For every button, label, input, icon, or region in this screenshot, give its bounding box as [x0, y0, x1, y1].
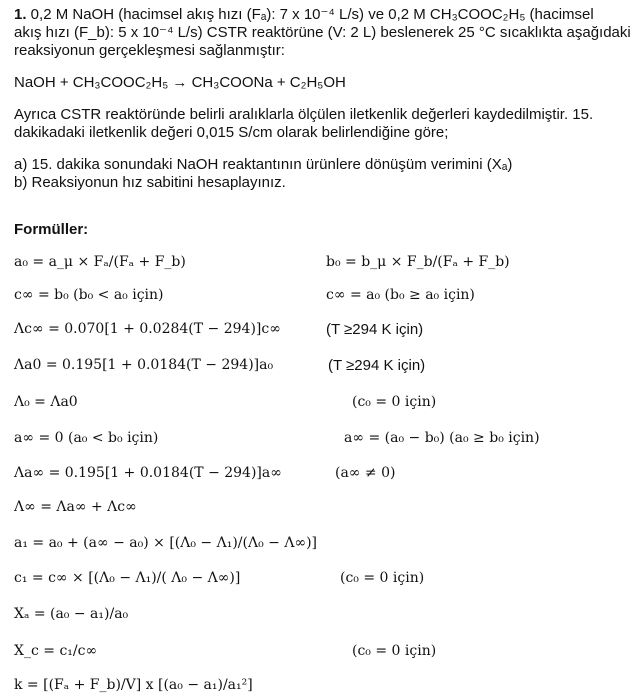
formula-lambda-a-inf: Λa∞ = 0.195[1 + 0.0184(T − 294)]a∞ — [14, 465, 282, 481]
formula-b0: b₀ = b_μ × F_b/(Fₐ + F_b) — [326, 254, 510, 270]
formula-lambda-c-inf: Λc∞ = 0.070[1 + 0.0284(T − 294)]c∞ — [14, 321, 281, 337]
condition-c0-3: (c₀ = 0 için) — [352, 643, 437, 659]
condition-temp-2: (T ≥294 K için) — [328, 357, 426, 374]
condition-c0-2: (c₀ = 0 için) — [340, 570, 425, 586]
formulas-title: Formüller: — [14, 221, 89, 238]
question-a: a) 15. dakika sonundaki NaOH reaktantının ürünlere dönüşüm verimini (Xₐ) — [14, 156, 513, 173]
formula-a-inf-left: a∞ = 0 (a₀ < b₀ için) — [14, 430, 159, 446]
formula-xc: X_c = c₁/c∞ — [14, 643, 98, 659]
paragraph-line-1: Ayrıca CSTR reaktöründe belirli aralıklarla ölçülen iletkenlik değerleri kaydedilmiştir. 15. — [14, 106, 594, 123]
formula-a1: a₁ = a₀ + (a∞ − a₀) × [(Λ₀ − Λ₁)/(Λ₀ − Λ∞)] — [14, 535, 318, 551]
problem-statement — [14, 6, 634, 192]
formula-lambda-a0: Λa0 = 0.195[1 + 0.0184(T − 294)]a₀ — [14, 357, 274, 373]
formula-lambda-0: Λ₀ = Λa0 — [14, 394, 78, 410]
question-b: b) Reaksiyonun hız sabitini hesaplayınız. — [14, 174, 286, 191]
formula-c1: c₁ = c∞ × [(Λ₀ − Λ₁)/( Λ₀ − Λ∞)] — [14, 570, 241, 586]
formula-c-inf-left: c∞ = b₀ (b₀ < a₀ için) — [14, 287, 164, 303]
formula-xa: Xₐ = (a₀ − a₁)/a₀ — [14, 606, 129, 622]
problem-line-2: akış hızı (F_b): 5 x 10⁻⁴ L/s) CSTR reaktörüne (V: 2 L) beslenerek 25 °C sıcaklıkta aşağıdaki — [14, 24, 631, 41]
condition-c0-1: (c₀ = 0 için) — [352, 394, 437, 410]
reaction-equation: NaOH + CH₃COOC₂H₅ → CH₃COONa + C₂H₅OH — [14, 74, 346, 91]
paragraph-line-2: dakikadaki iletkenlik değeri 0,015 S/cm olarak belirlendiğine göre; — [14, 124, 449, 141]
problem-line-3: reaksiyonun gerçekleşmesi sağlanmıştır: — [14, 42, 285, 59]
condition-temp-1: (T ≥294 K için) — [326, 321, 424, 338]
condition-a-inf: (a∞ ≠ 0) — [335, 465, 396, 481]
formula-a0: a₀ = a_μ × Fₐ/(Fₐ + F_b) — [14, 254, 186, 270]
formula-a-inf-right: a∞ = (a₀ − b₀) (a₀ ≥ b₀ için) — [344, 430, 540, 446]
problem-line-1: 1. 0,2 M NaOH (hacimsel akış hızı (Fₐ): 7 x 10⁻⁴ L/s) ve 0,2 M CH₃COOC₂H₅ (hacimsel — [14, 6, 594, 23]
problem-number: 1. — [14, 6, 27, 23]
formula-k: k = [(Fₐ + F_b)/V] x [(a₀ − a₁)/a₁²] — [14, 677, 253, 693]
formula-lambda-inf: Λ∞ = Λa∞ + Λc∞ — [14, 499, 137, 515]
formula-c-inf-right: c∞ = a₀ (b₀ ≥ a₀ için) — [326, 287, 475, 303]
